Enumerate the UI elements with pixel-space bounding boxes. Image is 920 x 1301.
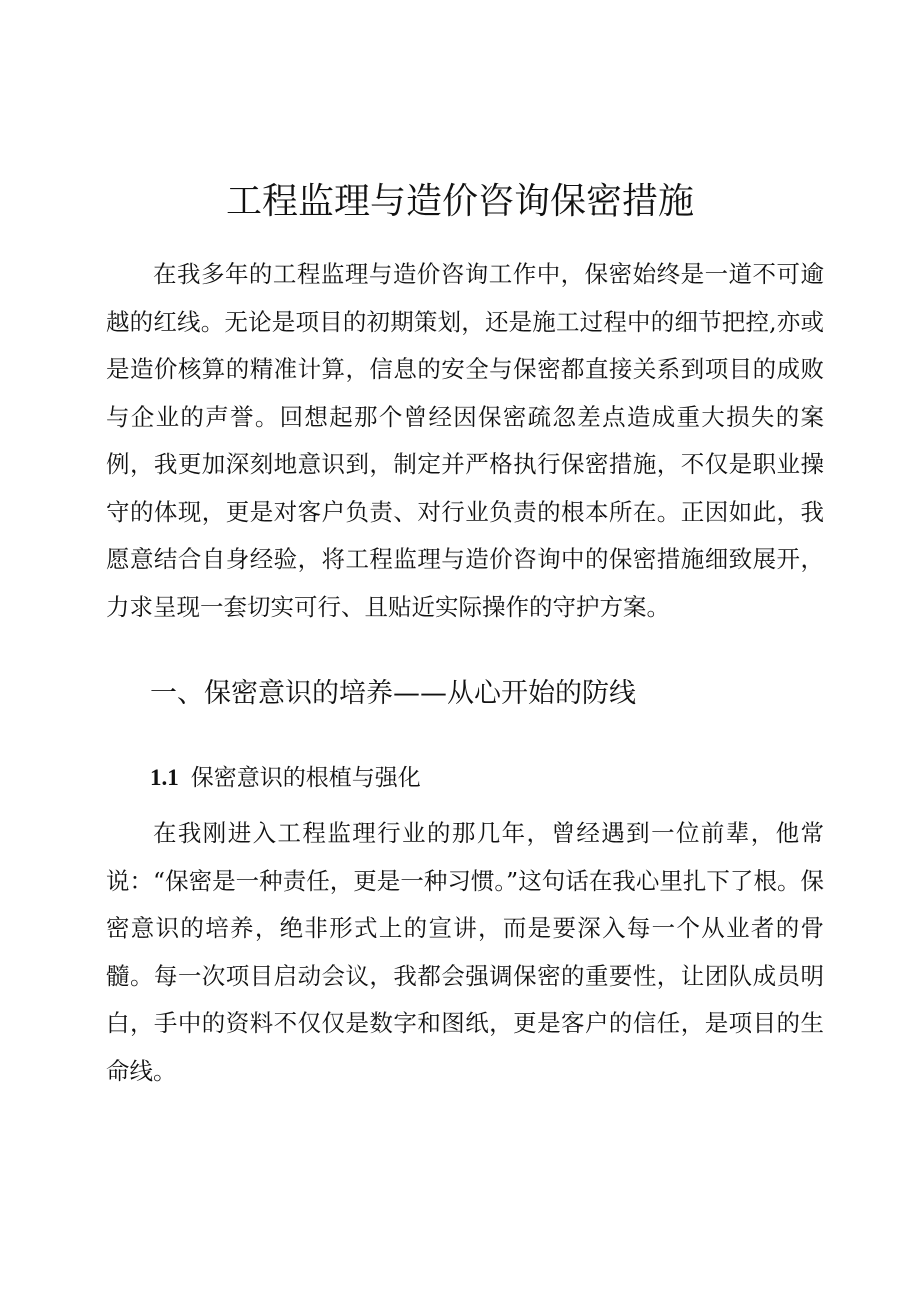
subsection-heading-1-1 xyxy=(150,758,421,798)
subsection-1-1-paragraph: 在我刚进入工程监理行业的那几年，曾经遇到一位前辈，他常说：“保密是一种责任，更是一种习惯。”这句话在我心里扎下了根。保密意识的培养，绝非形式上的宣讲，而是要深入每一个从业者的骨髓。每一次项目启动会议，我都会强调保密的重要性，让团队成员明白，手中的资料不仅仅是数字和图纸，更是客户的信任，是项目的生命线。 xyxy=(106,819,824,1085)
intro-paragraph: 在我多年的工程监理与造价咨询工作中，保密始终是一道不可逾越的红线。无论是项目的初期策划，还是施工过程中的细节把控,亦或是造价核算的精准计算，信息的安全与保密都直接关系到项目的成败与企业的声誉。回想起那个曾经因保密疏忽差点造成重大损失的案例，我更加深刻地意识到，制定并严格执行保密措施，不仅是职业操守的体现，更是对客户负责、对行业负责的根本所在。正因如此，我愿意结合自身经验，将工程监理与造价咨询中的保密措施细致展开，力求呈现一套切实可行、且贴近实际操作的守护方案。 xyxy=(106,260,824,621)
section-heading-1: 一、保密意识的培养——从心开始的防线 xyxy=(150,678,636,709)
subsection-number: 1.1 xyxy=(150,765,179,790)
subsection-title: 保密意识的根植与强化 xyxy=(190,765,421,791)
document-title: 工程监理与造价咨询保密措施 xyxy=(225,181,694,222)
